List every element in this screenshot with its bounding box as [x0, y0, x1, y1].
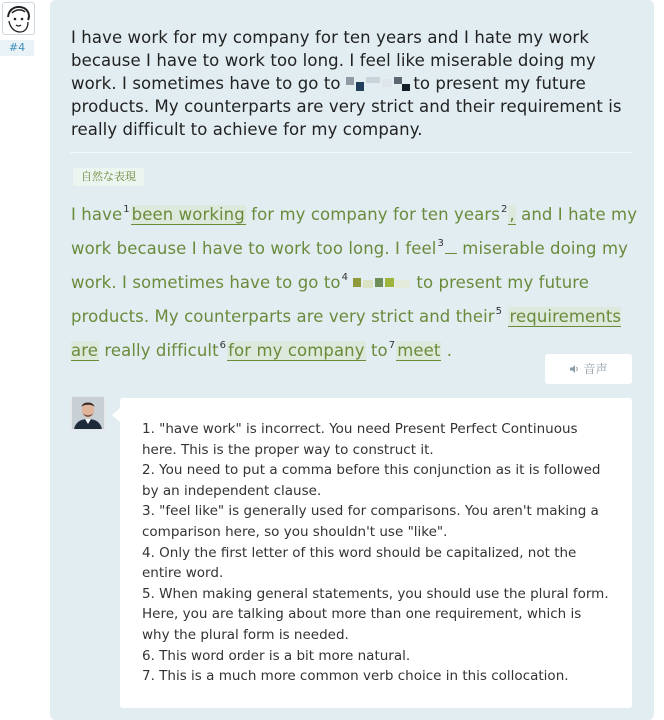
correction-insert[interactable]: been working — [131, 205, 245, 224]
correction-insert[interactable]: , — [509, 205, 515, 224]
bubble-arrow — [112, 408, 120, 422]
correction-card — [50, 0, 654, 720]
teacher-notes-list — [142, 419, 612, 687]
corrected-segment: I have — [71, 205, 123, 224]
natural-expression-tag: 自然な表現 — [73, 168, 144, 186]
corrected-segment: to — [370, 341, 388, 360]
entry-number: #4 — [0, 40, 34, 56]
teacher-note: 4. Only the first letter of this word should be capitalized, not the entire word. — [142, 544, 577, 582]
corrected-segment: . — [446, 341, 453, 360]
correction-insert[interactable]: requirements are — [71, 307, 622, 360]
teacher-note: 2. You need to put a comma before this conjunction as it is followed by an independent clause. — [142, 462, 601, 499]
redacted-place — [346, 77, 408, 91]
correction-deletion[interactable] — [445, 243, 457, 254]
correction-insert[interactable]: meet — [397, 341, 441, 360]
original-text — [71, 26, 637, 141]
teacher-note: 5. When making general statements, you should use the plural form. Here, you are talking about more than one requirement, which is why the plural form is needed. — [142, 585, 609, 643]
correction-marker[interactable]: 6 — [219, 340, 227, 351]
corrected-segment: and I hate my work because I have to work too long. I feel — [71, 205, 638, 258]
corrected-segment: miserable doing my work. I sometimes have to go to — [71, 239, 629, 292]
correction-marker[interactable]: 3 — [437, 238, 444, 249]
correction-marker[interactable]: 1 — [123, 204, 130, 215]
corrected-segment: really difficult — [104, 341, 219, 360]
teacher-note: 7. This is a much more common verb choice in this collocation. — [142, 668, 569, 685]
correction-marker[interactable]: 4 — [341, 272, 349, 283]
user-avatar[interactable] — [2, 2, 35, 35]
voice-button[interactable] — [545, 354, 632, 384]
corrected-segment: for my company for ten years — [251, 205, 500, 224]
teacher-avatar[interactable] — [71, 396, 105, 430]
divider — [70, 152, 632, 153]
corrected-segment: to present my future products. My counterparts are very strict and their — [71, 273, 590, 326]
corrected-text — [71, 195, 643, 365]
teacher-note: 3. "feel like" is generally used for comparisons. You aren't making a comparison here, so you shouldn't use "like". — [142, 503, 599, 540]
redacted-place-corrected — [349, 276, 411, 290]
correction-marker[interactable]: 2 — [500, 204, 508, 215]
original-text-part2: to present my future products. My counterparts are very strict and their requirement is really difficult to achieve for my company. — [71, 74, 622, 139]
speaker-icon — [569, 364, 580, 374]
sketch-face-icon — [3, 3, 34, 34]
correction-insert[interactable]: for my company — [228, 341, 365, 360]
voice-button-label: 音声 — [583, 362, 608, 376]
original-text-part1: I have work for my company for ten years and I hate my work because I have to work too long. I feel like miserable doing my work. I sometimes have to go to — [71, 28, 596, 93]
correction-marker[interactable]: 5 — [495, 306, 503, 317]
teacher-note: 1. "have work" is incorrect. You need Present Perfect Continuous here. This is the proper way to construct it. — [142, 421, 578, 458]
correction-marker[interactable]: 7 — [388, 340, 396, 351]
teacher-photo — [72, 397, 104, 429]
teacher-note: 6. This word order is a bit more natural. — [142, 647, 411, 664]
teacher-comment-bubble — [120, 398, 632, 708]
